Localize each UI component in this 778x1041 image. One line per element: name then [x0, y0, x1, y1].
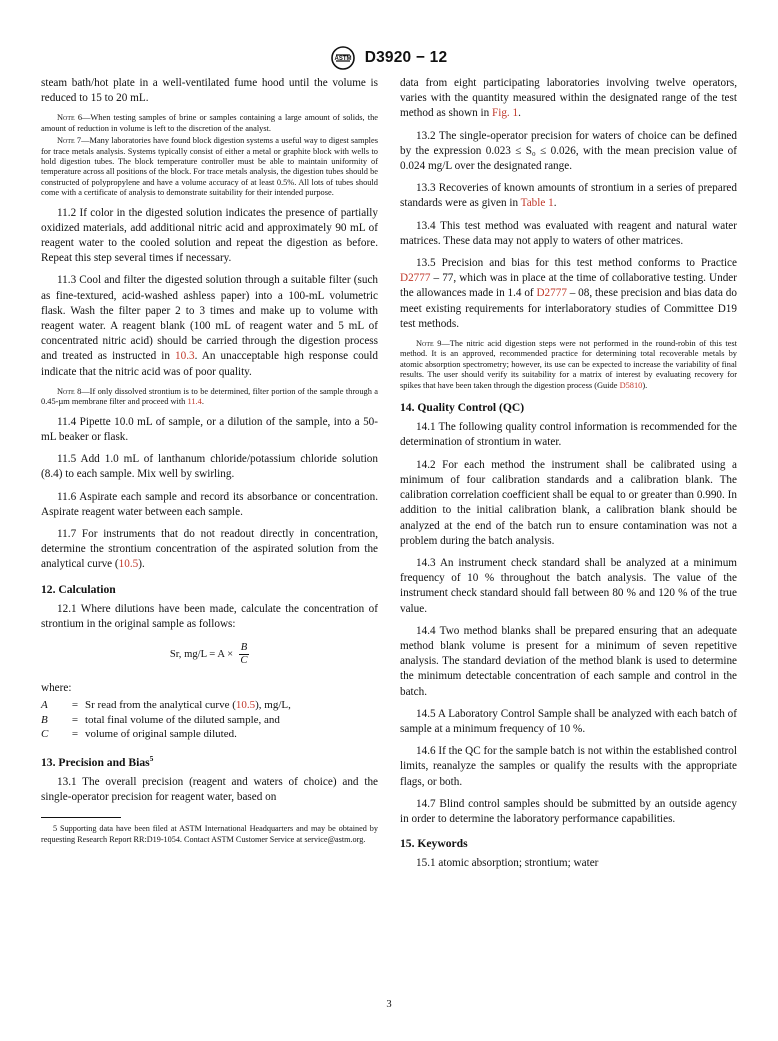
where-label: where:	[41, 682, 72, 695]
paragraph-11-7: 11.7 For instruments that do not readout directly in concentration, determine the strontium concentration of the aspirated solution from the analytical curve (10.5).	[41, 527, 378, 571]
note-9-block	[400, 339, 737, 391]
paragraph-11-4: 11.4 Pipette 10.0 mL of sample, or a dilution of the sample, into a 50-mL beaker or flask.	[41, 415, 378, 443]
variable-definitions	[41, 698, 378, 742]
paragraph-14-3: 14.3 An instrument check standard shall be analyzed at a minimum frequency of 10 % throughout the batch analysis. The value of the instrument check standard should fall between 80 % and 120 % of the true value.	[400, 556, 737, 615]
section-link-11-4[interactable]: 11.4	[187, 397, 202, 407]
paragraph-continued: steam bath/hot plate in a well-ventilated fume hood until the volume is reduced to 15 to 20 mL.	[41, 77, 378, 105]
note-8: Note 8—If only dissolved strontium is to be determined, filter portion of the sample through a 0.45-µm membrane filter and proceed with 11.4.	[41, 386, 378, 407]
paragraph-13-2: 13.2 The single-operator precision for waters of choice can be defined by the expression 0.023 ≤ S₀ ≤ 0.026, with the mean precision value of 0.024 mg/L over the designated range.	[400, 129, 737, 173]
page-header	[0, 46, 778, 70]
variable-symbol: A	[41, 699, 48, 712]
footnote-5: 5 Supporting data have been filed at ASTM International Headquarters and may be obtained by requesting Research Report RR:D19-1054. Contact ASTM Customer Service at service@astm.org.	[41, 824, 378, 844]
note-9: Note 9—The nitric acid digestion steps were not performed in the round-robin of this test method. It is an approved, recommended practice for determining total recoverable metals by atomic absorption spectrometry; however, its use can be expected to increase the variability of final results. The user should verify its suitability for a matrix of interest by evaluating recovery for spikes that have been taken through the digestion process (Guide D5810).	[400, 339, 737, 390]
paragraph-13-5: 13.5 Precision and bias for this test method conforms to Practice D2777 – 77, which was in place at the time of collaborative testing. Under the allowances made in 1.4 of D2777 – 08, these precision and bias data do meet existing requirements for interlaboratory studies of Committee D19 test methods.	[400, 257, 737, 330]
note-6: Note 6—When testing samples of brine or samples containing a large amount of solids, the amount of reduction in volume is left to the discretion of the analyst.	[41, 113, 378, 133]
section-heading-13: 13. Precision and Bias$^5$	[41, 753, 154, 769]
variable-symbol: B	[41, 713, 48, 726]
formula-left: Sr, mg/L = A ×	[169, 649, 234, 661]
paragraph-13-1: 13.1 The overall precision (reagent and waters of choice) and the single-operator precision for reagent water, based on	[41, 775, 378, 804]
astm-logo-icon	[331, 46, 355, 70]
footnote-marker[interactable]: 5	[149, 753, 154, 763]
paragraph-14-4: 14.4 Two method blanks shall be prepared ensuring that an adequate method blank volume is present for a minimum of seven repetitive analysis. The standard deviation of the method blank is used to determine the minimum detectable concentration of each sample and control in the batch.	[400, 624, 737, 698]
left-column	[41, 76, 378, 852]
paragraph-13-3: 13.3 Recoveries of known amounts of strontium in a series of prepared standards were as given in Table 1.	[400, 182, 737, 210]
note-8-block	[41, 387, 378, 408]
section-heading-12: 12. Calculation	[41, 582, 116, 596]
table-link-1[interactable]: Table 1	[520, 197, 554, 210]
formula-numerator: B	[240, 642, 248, 654]
paragraph-13-4: 13.4 This test method was evaluated with reagent and natural water matrices. These data may not apply to waters of other matrices.	[400, 219, 737, 247]
note-7: Note 7—Many laboratories have found block digestion systems a useful way to digest samples for trace metals analysis. Systems typically consist of either a metal or graphite block with wells to hold digestion tubes. The block temperature controller must be able to maintain uniformity of temperature across all positions of the block. For trace metals analysis, the digestion tubes should be constructed of polypropylene and have a volume accuracy of at least 0.5%. All lots of tubes should come with a certificate of analysis to demonstrate suitability for their intended purpose.	[41, 136, 378, 198]
paragraph-14-1: 14.1 The following quality control information is recommended for the determination of strontium in water.	[400, 421, 737, 449]
definition-row: C = volume of original sample diluted.	[41, 728, 237, 741]
paragraph-13-1-continued: data from eight participating laboratories involving twelve operators, varies with the quantity measured within the designated range of the test method as shown in Fig. 1.	[400, 77, 737, 120]
standard-link-d2777[interactable]: D2777	[536, 287, 567, 300]
section-link-10-5[interactable]: 10.5	[235, 699, 256, 712]
definition-row: A = Sr read from the analytical curve (10.5), mg/L,	[41, 699, 291, 712]
paragraph-14-6: 14.6 If the QC for the sample batch is not within the established control limits, reanalyze the samples or qualify the results with the appropriate flags, or both.	[400, 745, 737, 788]
standard-link-d2777[interactable]: D2777	[400, 272, 431, 285]
paragraph-11-5: 11.5 Add 1.0 mL of lanthanum chloride/potassium chloride solution (8.4) to each sample. Mix well by swirling.	[41, 453, 378, 481]
paragraph-11-3: 11.3 Cool and filter the digested solution through a suitable filter (such as fine-textured, acid-washed ashless paper) into a 100-mL volumetric flask. Wash the filter paper 2 to 3 times and make up to volume with reagent water. A reagent blank (100 mL of reagent water and 5 mL of concentrated nitric acid) should be carried through the digestion process and treated as instructed in 10.3. An unacceptable high response could indicate that the nitric acid was of poor quality.	[41, 274, 378, 378]
figure-link-1[interactable]: Fig. 1	[491, 107, 519, 120]
page-number: 3	[386, 999, 392, 1010]
paragraph-14-7: 14.7 Blind control samples should be submitted by an outside agency in order to determine the laboratory performance capabilities.	[400, 797, 737, 825]
paragraph-14-2: 14.2 For each method the instrument shall be calibrated using a minimum of four calibration standards and a calibration blank. The calibration correlation coefficient shall be equal to or greater than 0.990. In addition to the initial calibration blank, a calibration blank should be analyzed at the end of the batch run to ensure contamination was not a problem during the batch analysis.	[400, 458, 737, 547]
variable-symbol: C	[41, 728, 49, 741]
standard-link-d5810[interactable]: D5810	[619, 380, 643, 390]
section-heading-15: 15. Keywords	[400, 837, 468, 851]
document-id: D3920 − 12	[364, 49, 448, 66]
paragraph-14-5: 14.5 A Laboratory Control Sample shall be analyzed with each batch of sample at a minimum frequency of 10 %.	[400, 707, 737, 735]
footnote-divider	[41, 817, 121, 818]
paragraph-15-1: 15.1 atomic absorption; strontium; water	[416, 857, 599, 870]
paragraph-11-6: 11.6 Aspirate each sample and record its absorbance or concentration. Aspirate reagent water between each sample.	[41, 490, 378, 518]
definition-row: B = total final volume of the diluted sample, and	[41, 713, 280, 726]
right-column	[400, 76, 737, 879]
notes-block	[41, 113, 378, 198]
svg-text:ASTM: ASTM	[334, 56, 352, 62]
section-heading-14: 14. Quality Control (QC)	[400, 401, 525, 415]
section-link-10-3[interactable]: 10.3	[175, 350, 195, 363]
paragraph-11-2: 11.2 If color in the digested solution indicates the presence of partially oxidized materials, add additional nitric acid and approximately 90 mL of reagent water to the cooled solution and repeat the digestion as before. Repeat this step several times if necessary.	[41, 206, 378, 265]
paragraph-12-1: 12.1 Where dilutions have been made, calculate the concentration of strontium in the original sample as follows:	[41, 602, 378, 630]
formula-fraction	[239, 642, 249, 667]
calculation-formula	[41, 642, 378, 667]
section-link-10-5[interactable]: 10.5	[118, 558, 139, 571]
formula-denominator: C	[240, 655, 248, 667]
